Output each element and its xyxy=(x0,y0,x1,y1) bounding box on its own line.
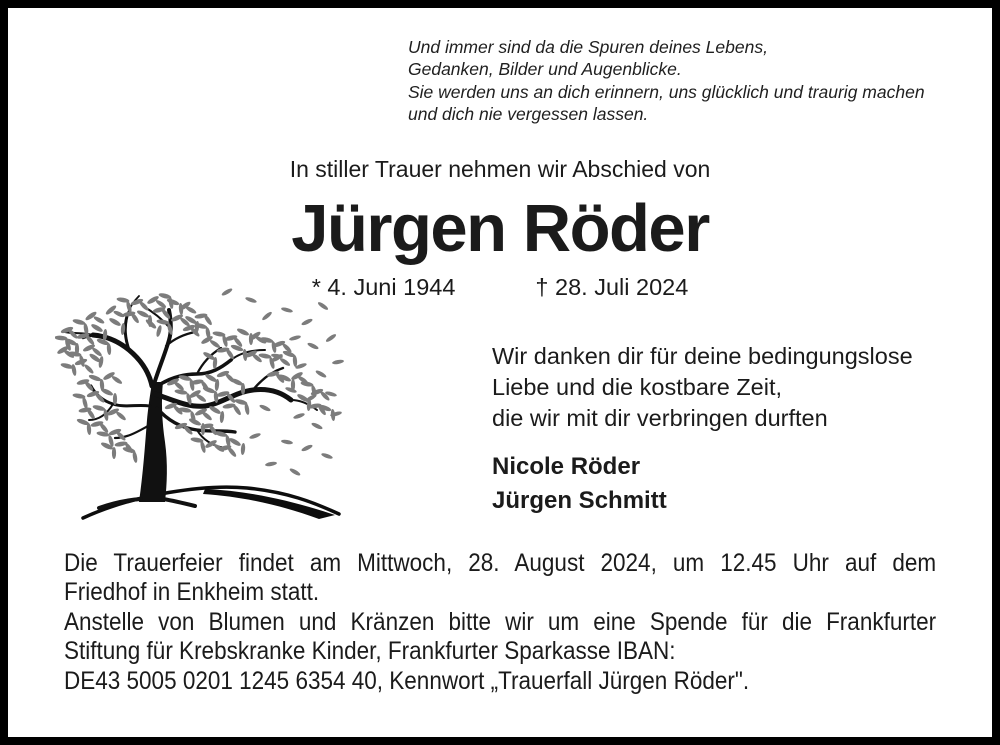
detail-line: Stiftung für Krebskranke Kinder, Frankfurter Sparkasse IBAN: xyxy=(64,637,676,666)
mourners xyxy=(492,450,667,518)
verse-line: Gedanken, Bilder und Augenblicke. xyxy=(408,59,682,80)
memorial-verse xyxy=(408,36,925,125)
intro-line: In stiller Trauer nehmen wir Abschied von xyxy=(289,156,711,182)
deceased-name: Jürgen Röder xyxy=(291,191,709,266)
funeral-details xyxy=(64,549,936,696)
detail-line: Friedhof in Enkheim statt. xyxy=(64,578,320,607)
tree-illustration xyxy=(55,288,395,528)
detail-line: Die Trauerfeier findet am Mittwoch, 28. August 2024, um 12.45 Uhr auf dem xyxy=(64,549,937,577)
thanks-line: die wir mit dir verbringen durften xyxy=(492,405,828,431)
thanks-line: Wir danken dir für deine bedingungslose xyxy=(492,343,913,369)
verse-line: Sie werden uns an dich erinnern, uns glücklich und traurig machen xyxy=(408,81,925,102)
thanks-text xyxy=(492,341,913,434)
detail-line: DE43 5005 0201 1245 6354 40, Kennwort „Trauerfall Jürgen Röder". xyxy=(64,666,750,695)
birth-date: * 4. Juni 1944 xyxy=(311,274,456,300)
mourner-name: Nicole Röder xyxy=(492,453,641,480)
detail-line: Anstelle von Blumen und Kränzen bitte wir um eine Spende für die Frankfurter xyxy=(64,607,937,636)
mourner-name: Jürgen Schmitt xyxy=(492,487,667,514)
verse-line: und dich nie vergessen lassen. xyxy=(408,103,649,124)
verse-line: Und immer sind da die Spuren deines Lebens, xyxy=(408,37,768,57)
death-date: † 28. Juli 2024 xyxy=(535,274,689,300)
thanks-line: Liebe und die kostbare Zeit, xyxy=(492,374,783,400)
tree-leaves xyxy=(55,292,336,463)
